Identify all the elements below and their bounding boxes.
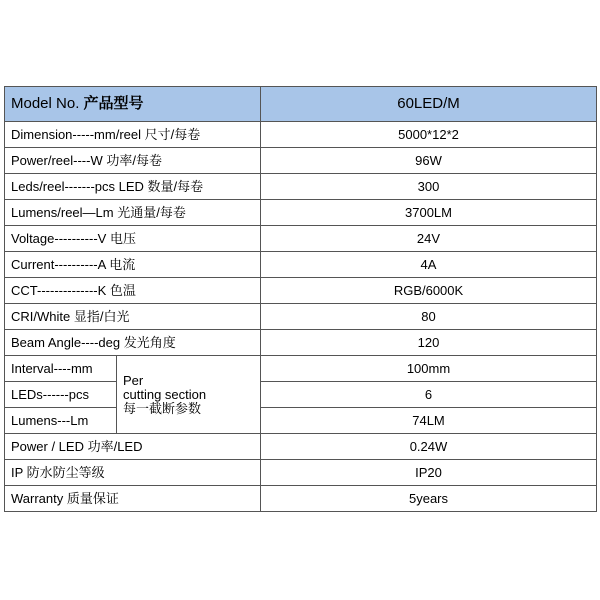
- header-value: 60LED/M: [261, 87, 597, 122]
- spec-table: [4, 86, 597, 512]
- header-label-cn: 产品型号: [83, 95, 144, 112]
- table-row: [5, 226, 597, 252]
- row-label: Lumens/reel—Lm 光通量/每卷: [5, 200, 261, 226]
- row-value: RGB/6000K: [261, 278, 597, 304]
- cutting-row-label: LEDs------pcs: [5, 382, 117, 408]
- table-row: [5, 278, 597, 304]
- table-row: [5, 304, 597, 330]
- cutting-section-note: [117, 356, 261, 434]
- row-label: Beam Angle----deg 发光角度: [5, 330, 261, 356]
- table-row: [5, 460, 597, 486]
- row-label: Voltage----------V 电压: [5, 226, 261, 252]
- row-label: Leds/reel-------pcs LED 数量/每卷: [5, 174, 261, 200]
- cutting-row-value: 100mm: [261, 356, 597, 382]
- row-value: 80: [261, 304, 597, 330]
- row-value: 96W: [261, 148, 597, 174]
- row-value: IP20: [261, 460, 597, 486]
- cutting-row: [5, 408, 597, 434]
- row-value: 0.24W: [261, 434, 597, 460]
- table-row: [5, 148, 597, 174]
- header-label-cell: [5, 87, 261, 122]
- table-row: [5, 486, 597, 512]
- table-row: [5, 122, 597, 148]
- table-row: [5, 330, 597, 356]
- table-row: [5, 174, 597, 200]
- row-value: 24V: [261, 226, 597, 252]
- cutting-row-value: 74LM: [261, 408, 597, 434]
- row-label: CRI/White 显指/白光: [5, 304, 261, 330]
- cutting-note-line: cutting section: [123, 386, 207, 402]
- row-label: Warranty 质量保证: [5, 486, 261, 512]
- cutting-row-label: Lumens---Lm: [5, 408, 117, 434]
- row-value: 3700LM: [261, 200, 597, 226]
- table-row: [5, 252, 597, 278]
- row-label: IP 防水防尘等级: [5, 460, 261, 486]
- header-label-en: Model No.: [11, 95, 80, 112]
- row-label: Power/reel----W 功率/每卷: [5, 148, 261, 174]
- cutting-row-label: Interval----mm: [5, 356, 117, 382]
- cutting-row-value: 6: [261, 382, 597, 408]
- cutting-row: [5, 356, 597, 382]
- row-value: 5years: [261, 486, 597, 512]
- table-row: [5, 200, 597, 226]
- row-value: 300: [261, 174, 597, 200]
- row-label: Power / LED 功率/LED: [5, 434, 261, 460]
- row-label: Dimension-----mm/reel 尺寸/每卷: [5, 122, 261, 148]
- cutting-note-line: 每一截断参数: [123, 400, 202, 416]
- header-row: [5, 87, 597, 122]
- row-value: 120: [261, 330, 597, 356]
- row-label: Current----------A 电流: [5, 252, 261, 278]
- row-value: 5000*12*2: [261, 122, 597, 148]
- row-label: CCT--------------K 色温: [5, 278, 261, 304]
- cutting-note-line: Per: [123, 372, 144, 388]
- cutting-row: [5, 382, 597, 408]
- table-row: [5, 434, 597, 460]
- row-value: 4A: [261, 252, 597, 278]
